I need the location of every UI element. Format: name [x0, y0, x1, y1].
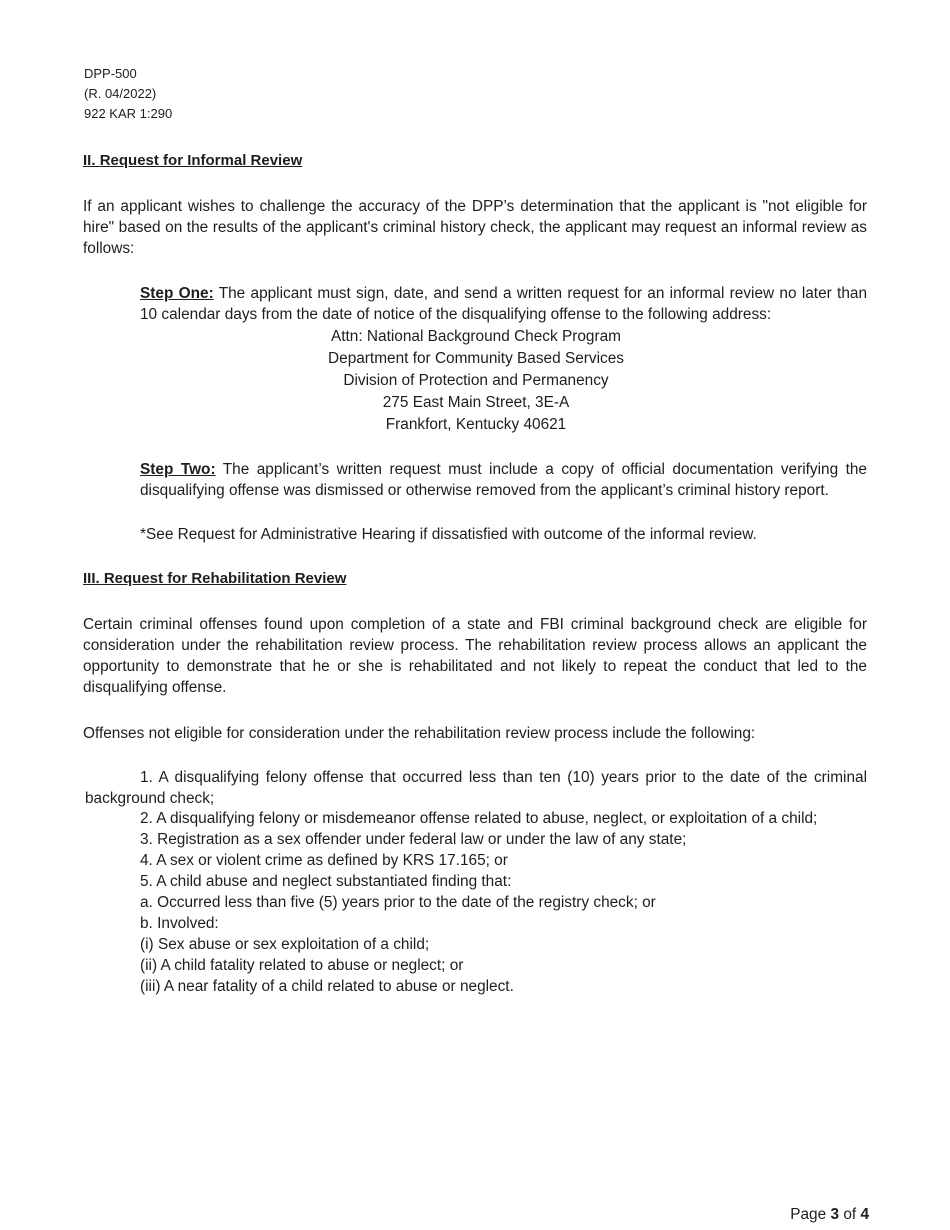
step-two-text: The applicant’s written request must include a copy of official documentation verifying the disqualifying offense was dismissed or otherwise removed from the applicant’s criminal history report.	[140, 461, 867, 499]
page-number	[790, 1206, 869, 1224]
step-two-paragraph	[140, 459, 867, 501]
address-line: Division of Protection and Permanency	[343, 372, 609, 389]
page-current: 3	[830, 1206, 840, 1223]
step-one-text: The applicant must sign, date, and send a written request for an informal review no later than 10 calendar days from the date of notice of the disqualifying offense to the following address:	[140, 285, 868, 323]
list-item: 1. A disqualifying felony offense that occurred less than ten (10) years prior to the date of the criminal background check;	[85, 769, 867, 807]
address-line: 275 East Main Street, 3E-A	[382, 394, 570, 411]
address-line: Attn: National Background Check Program	[330, 328, 621, 345]
page-total: 4	[860, 1206, 869, 1223]
list-item: 5. A child abuse and neglect substantiated finding that:	[140, 873, 512, 890]
of-word: of	[843, 1206, 857, 1223]
list-item: 4. A sex or violent crime as defined by KRS 17.165; or	[140, 852, 508, 869]
offense-list	[140, 808, 817, 997]
form-revision: (R. 04/2022)	[84, 86, 157, 101]
step-two-label: Step Two:	[140, 461, 216, 478]
step-one-label: Step One:	[140, 285, 214, 302]
section-2-heading	[83, 152, 302, 169]
mailing-address	[200, 326, 752, 436]
list-item: (iii) A near fatality of a child related to abuse or neglect.	[140, 978, 514, 995]
list-item: 2. A disqualifying felony or misdemeanor offense related to abuse, neglect, or exploitation of a child;	[140, 810, 818, 827]
form-header	[84, 64, 172, 124]
list-item: 3. Registration as a sex offender under federal law or under the law of any state;	[140, 831, 687, 848]
informal-review-note: *See Request for Administrative Hearing if dissatisfied with outcome of the informal review.	[140, 526, 757, 543]
address-line: Frankfort, Kentucky 40621	[385, 416, 567, 433]
list-item: (ii) A child fatality related to abuse or neglect; or	[140, 957, 464, 974]
address-line: Department for Community Based Services	[328, 350, 624, 367]
section-3-heading	[83, 570, 346, 587]
section-2-title: Request for Informal Review	[99, 152, 303, 169]
list-item: a. Occurred less than five (5) years prior to the date of the registry check; or	[140, 894, 656, 911]
section-2-intro: If an applicant wishes to challenge the accuracy of the DPP’s determination that the applicant is "not eligible for hire" based on the results of the applicant's criminal history check, the applicant may request an informal review as follows:	[83, 198, 867, 257]
list-item: b. Involved:	[140, 915, 219, 932]
form-number: DPP-500	[84, 66, 137, 81]
section-3-title: Request for Rehabilitation Review	[103, 570, 347, 587]
step-one-paragraph	[140, 283, 867, 325]
page-word: Page	[790, 1206, 827, 1223]
list-item: (i) Sex abuse or sex exploitation of a child;	[140, 936, 430, 953]
section-3-intro: Certain criminal offenses found upon completion of a state and FBI criminal background check are eligible for consideration under the rehabilitation review process. The rehabilitation review process allows an applicant the opportunity to demonstrate that he or she is rehabilitated and not likely to repeat the conduct that led to the disqualifying offense.	[83, 616, 867, 696]
form-regulation: 922 KAR 1:290	[84, 106, 173, 121]
section-3-number: III.	[83, 570, 100, 587]
not-eligible-intro: Offenses not eligible for consideration under the rehabilitation review process include the following:	[83, 725, 756, 742]
section-2-number: II.	[83, 152, 96, 169]
